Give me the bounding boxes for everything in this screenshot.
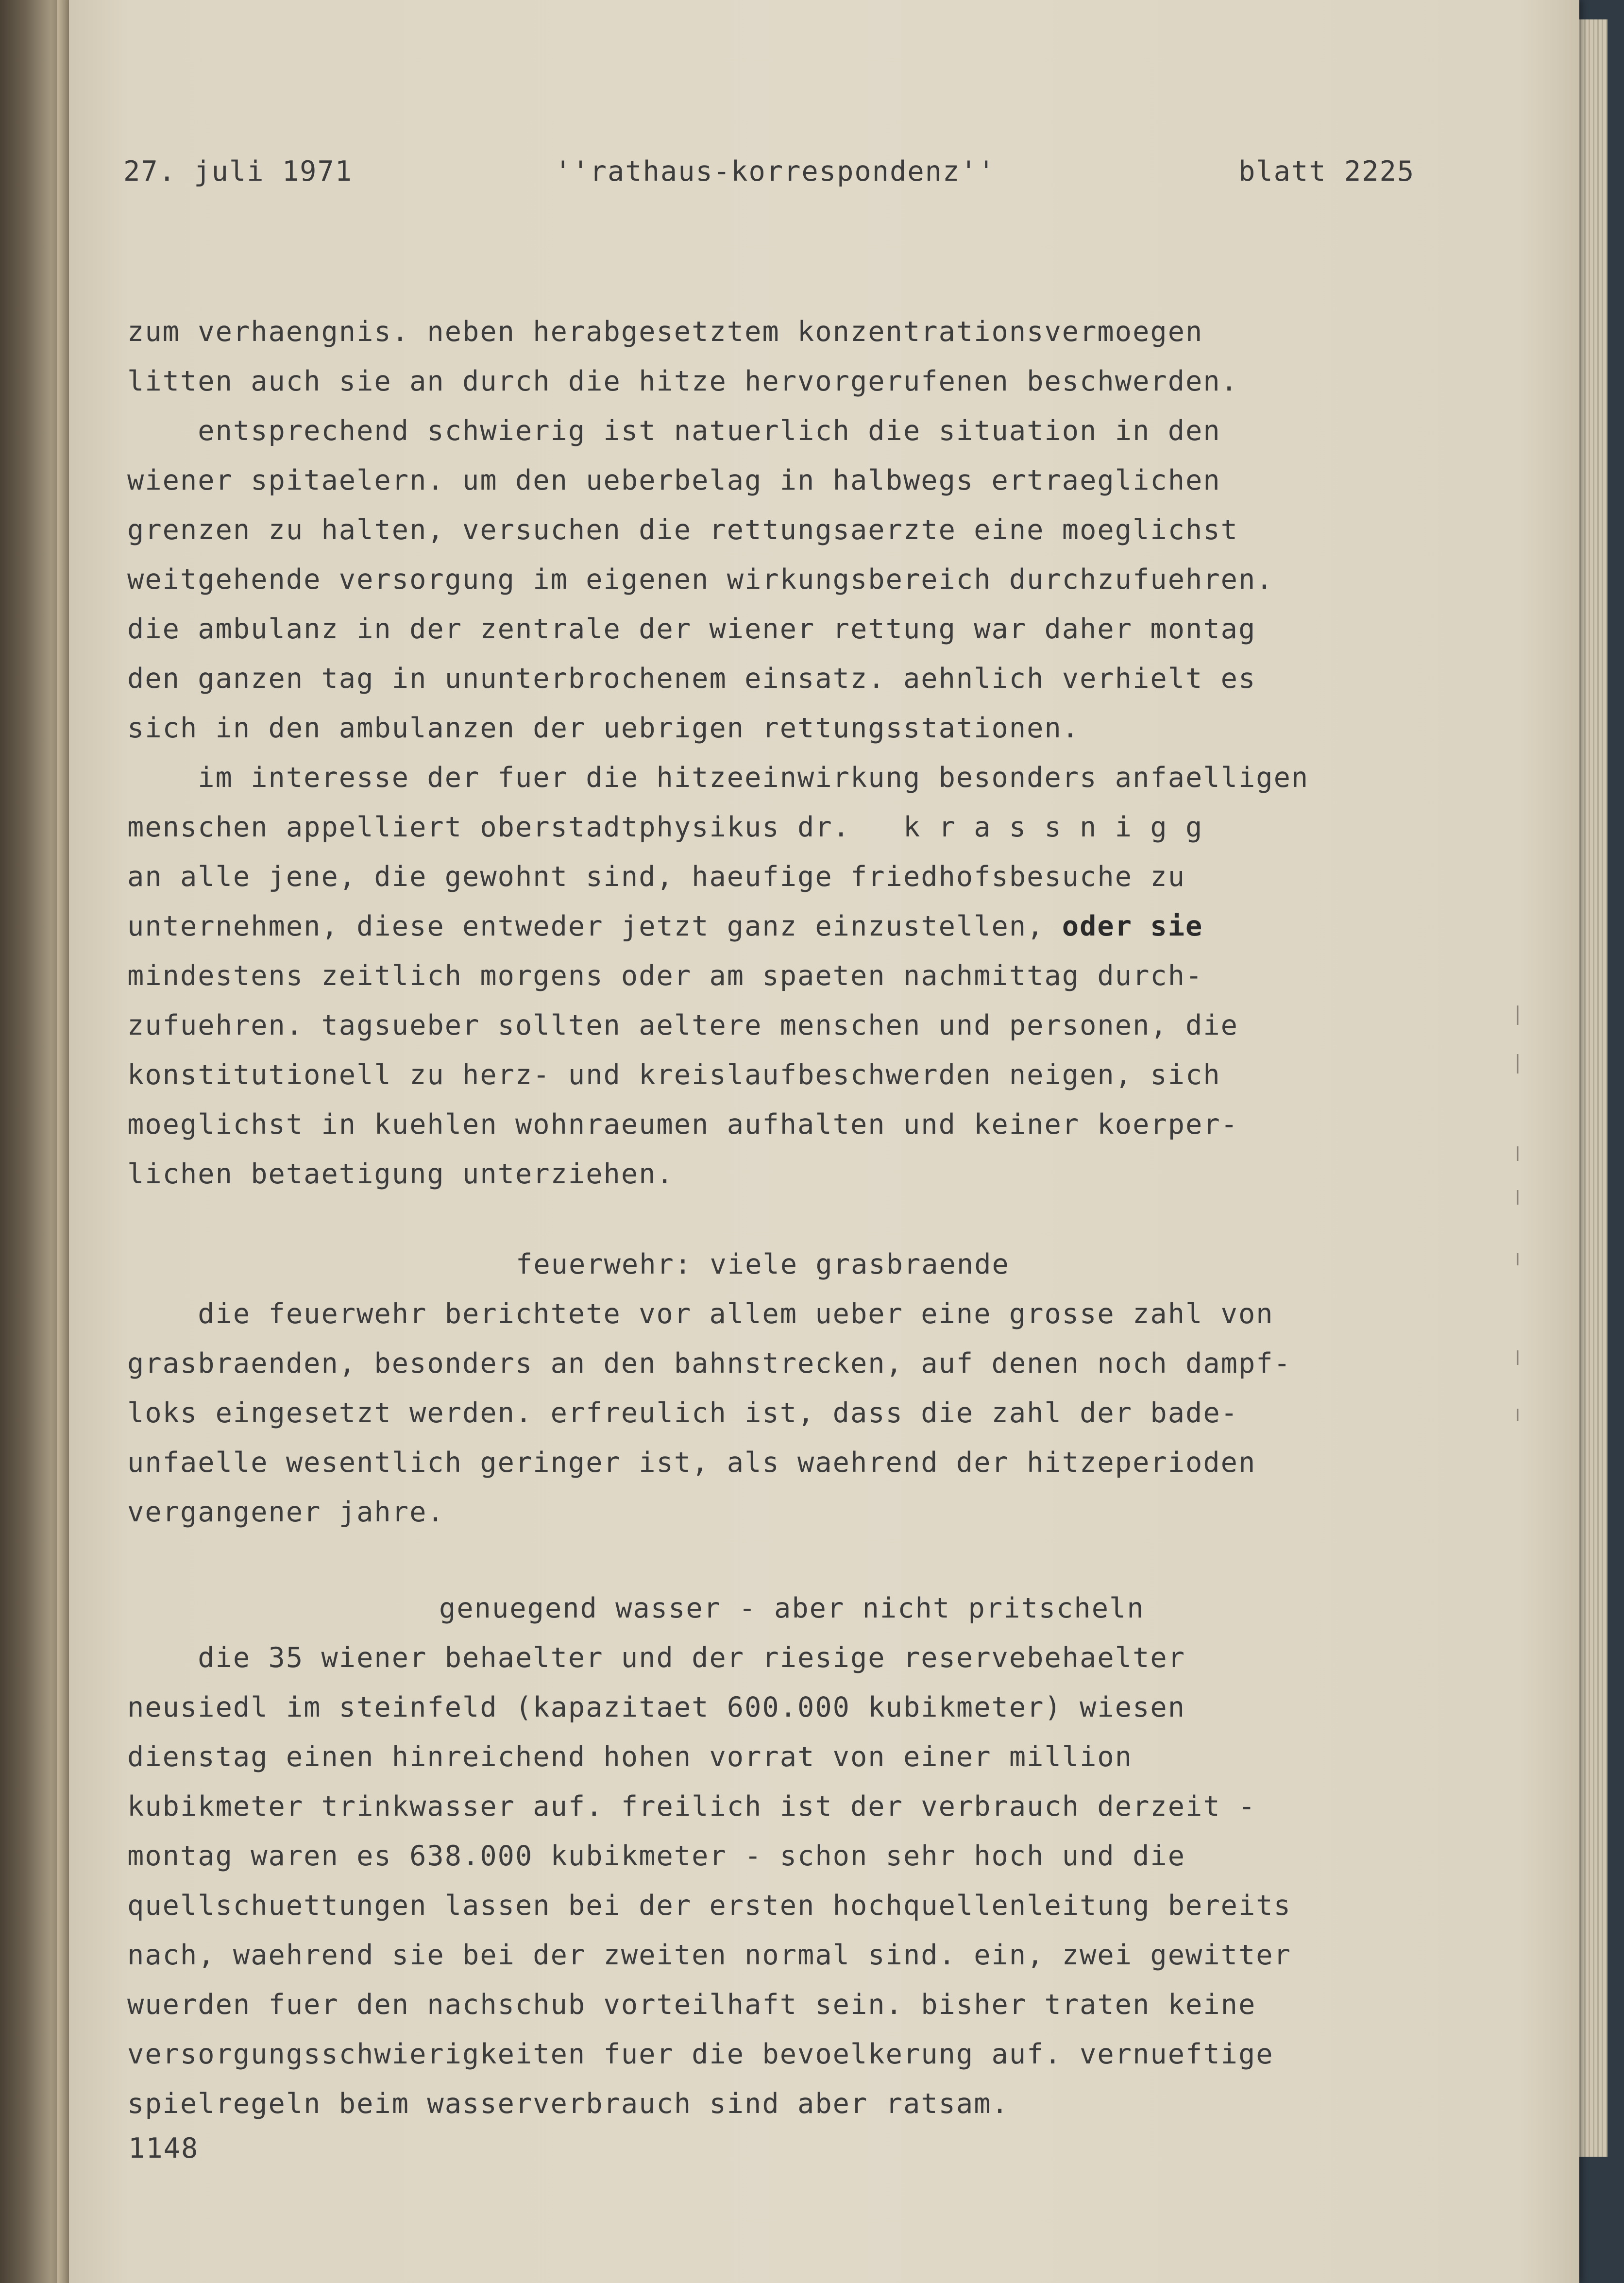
text-line: die feuerwehr berichtete vor allem ueber eine grosse zahl von xyxy=(127,1298,1274,1330)
text-line: die ambulanz in der zentrale der wiener rettung war daher montag xyxy=(127,613,1256,645)
text-line: zum verhaengnis. neben herabgesetztem konzentrationsvermoegen xyxy=(127,316,1203,348)
text-line: zufuehren. tagsueber sollten aeltere menschen und personen, die xyxy=(127,1009,1238,1041)
text-line: lichen betaetigung unterziehen. xyxy=(127,1158,674,1190)
text-line: an alle jene, die gewohnt sind, haeufige friedhofsbesuche zu xyxy=(127,861,1186,893)
header-date: 27. juli 1971 xyxy=(123,155,353,187)
text-line: konstitutionell zu herz- und kreislaufbeschwerden neigen, sich xyxy=(127,1059,1221,1091)
text-line: vergangener jahre. xyxy=(127,1496,445,1528)
text-line: quellschuettungen lassen bei der ersten hochquellenleitung bereits xyxy=(127,1890,1291,1922)
text-line: den ganzen tag in ununterbrochenem einsatz. aehnlich verhielt es xyxy=(127,663,1256,695)
text-run: unternehmen, diese entweder jetzt ganz einzustellen, xyxy=(127,910,1062,942)
text-line: versorgungsschwierigkeiten fuer die bevoelkerung auf. vernueftige xyxy=(127,2038,1274,2070)
text-line: unfaelle wesentlich geringer ist, als waehrend der hitzeperioden xyxy=(127,1447,1256,1479)
header-publication: ''rathaus-korrespondenz'' xyxy=(555,155,996,187)
margin-marks-drawing xyxy=(1513,1001,1522,1428)
section-heading-water: genuegend wasser - aber nicht pritscheln xyxy=(439,1592,1145,1624)
bold-text-run: oder sie xyxy=(1062,910,1203,942)
text-line: grenzen zu halten, versuchen die rettungsaerzte eine moeglichst xyxy=(127,514,1238,546)
text-line: entsprechend schwierig ist natuerlich die situation in den xyxy=(127,415,1221,447)
text-line: die 35 wiener behaelter und der riesige reservebehaelter xyxy=(127,1642,1186,1674)
book-gutter xyxy=(57,0,69,2283)
text-line: spielregeln beim wasserverbrauch sind aber ratsam. xyxy=(127,2088,1009,2120)
text-line: weitgehende versorgung im eigenen wirkungsbereich durchzufuehren. xyxy=(127,563,1274,596)
header-sheet-number: blatt 2225 xyxy=(1238,155,1415,187)
text-line-with-emphasis xyxy=(127,909,1203,943)
text-line: wiener spitaelern. um den ueberbelag in halbwegs ertraeglichen xyxy=(127,464,1221,496)
text-line: neusiedl im steinfeld (kapazitaet 600.000 kubikmeter) wiesen xyxy=(127,1691,1186,1723)
section-heading-fire: feuerwehr: viele grasbraende xyxy=(516,1248,1010,1280)
text-line: sich in den ambulanzen der uebrigen rettungsstationen. xyxy=(127,712,1080,744)
page-number: 1148 xyxy=(128,2132,199,2164)
text-line: menschen appelliert oberstadtphysikus dr. k r a s s n i g g xyxy=(127,811,1203,843)
text-line: kubikmeter trinkwasser auf. freilich ist der verbrauch derzeit - xyxy=(127,1790,1256,1823)
text-line: nach, waehrend sie bei der zweiten normal sind. ein, zwei gewitter xyxy=(127,1939,1291,1971)
text-line: montag waren es 638.000 kubikmeter - schon sehr hoch und die xyxy=(127,1840,1186,1872)
text-line: litten auch sie an durch die hitze hervorgerufenen beschwerden. xyxy=(127,365,1238,397)
text-line: mindestens zeitlich morgens oder am spaeten nachmittag durch- xyxy=(127,960,1203,992)
document-page xyxy=(69,0,1579,2283)
text-line: dienstag einen hinreichend hohen vorrat von einer million xyxy=(127,1741,1133,1773)
margin-pencil-marks xyxy=(1453,952,1463,1380)
text-line: moeglichst in kuehlen wohnraeumen aufhalten und keiner koerper- xyxy=(127,1108,1238,1141)
text-line: loks eingesetzt werden. erfreulich ist, dass die zahl der bade- xyxy=(127,1397,1238,1429)
text-line: im interesse der fuer die hitzeeinwirkung besonders anfaelligen xyxy=(127,762,1309,794)
text-line: grasbraenden, besonders an den bahnstrecken, auf denen noch dampf- xyxy=(127,1347,1291,1380)
text-line: wuerden fuer den nachschub vorteilhaft sein. bisher traten keine xyxy=(127,1989,1256,2021)
typewritten-text xyxy=(69,0,1579,2283)
